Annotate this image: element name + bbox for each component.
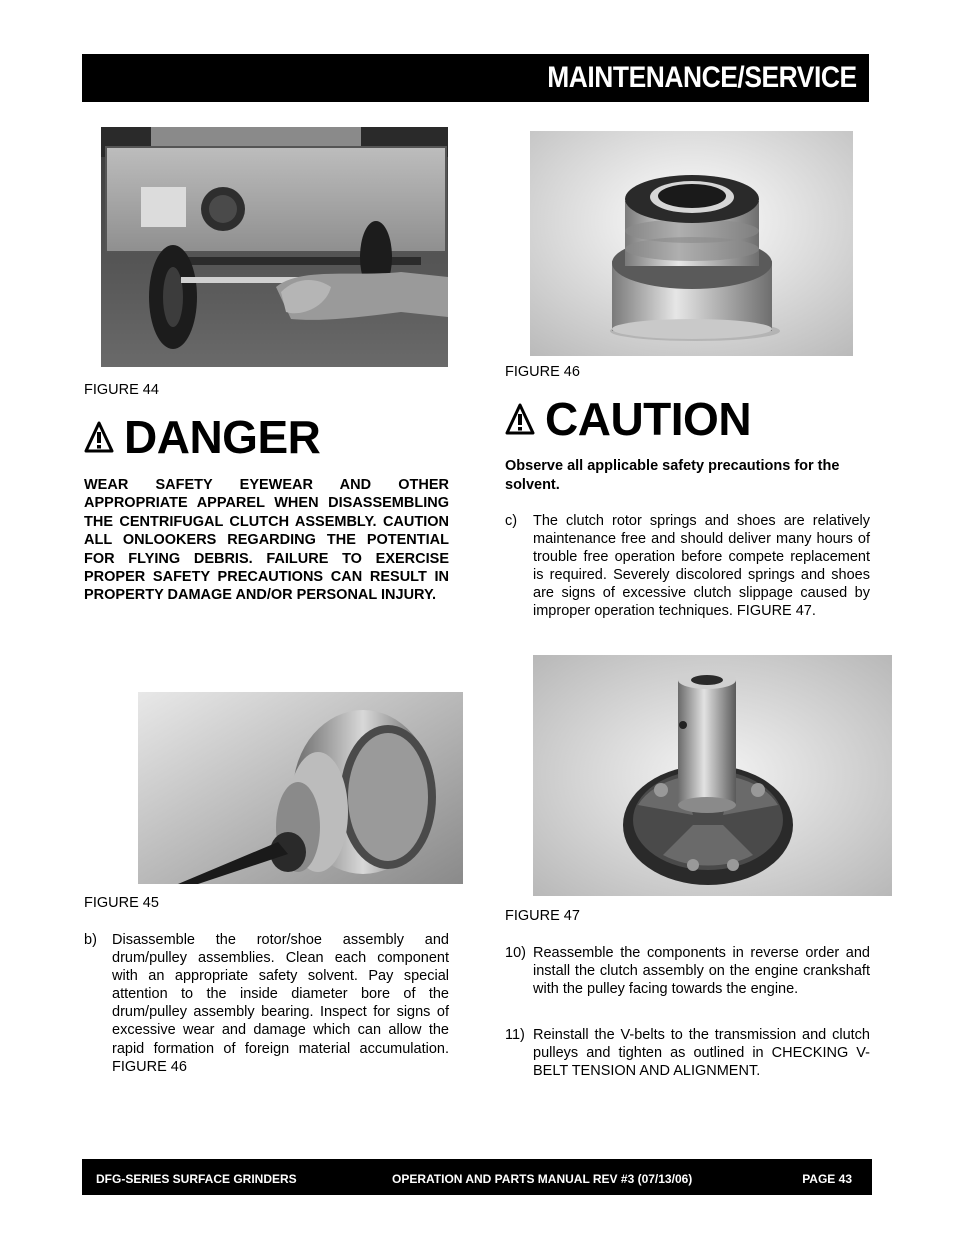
caution-word: CAUTION xyxy=(545,393,752,445)
step-c xyxy=(505,512,870,621)
step-10 xyxy=(505,944,870,998)
section-title: MAINTENANCE/SERVICE xyxy=(547,61,857,94)
warning-triangle-icon xyxy=(84,421,114,453)
footer-right: PAGE 43 xyxy=(802,1172,852,1186)
danger-text: WEAR SAFETY EYEWEAR AND OTHER APPROPRIATE APPAREL WHEN DISASSEMBLING THE CENTRIFUGAL CLUTCH ASSEMBLY. CAUTION ALL ONLOOKERS REGARDING THE POTENTIAL FOR FLYING DEBRIS. FAILURE TO EXERCISE PROPER SAFETY PRECAUTIONS CAN RESULT IN PROPERTY DAMAGE AND/OR PERSONAL INJURY. xyxy=(84,477,449,604)
footer-center: OPERATION AND PARTS MANUAL REV #3 (07/13/06) xyxy=(392,1172,693,1186)
footer-bar xyxy=(82,1159,872,1195)
footer-left: DFG-SERIES SURFACE GRINDERS xyxy=(96,1172,297,1186)
header-bar xyxy=(82,54,869,102)
figure-45-caption: FIGURE 45 xyxy=(84,895,159,911)
step-b-marker: b) xyxy=(84,932,97,948)
figure-46-caption: FIGURE 46 xyxy=(505,364,580,380)
caution-heading xyxy=(505,392,751,446)
figure-45-photo xyxy=(138,692,463,884)
danger-word: DANGER xyxy=(124,411,321,463)
step-c-marker: c) xyxy=(505,513,518,529)
figure-44-caption: FIGURE 44 xyxy=(84,382,159,398)
step-11 xyxy=(505,1026,870,1080)
step-b-text: Disassemble the rotor/shoe assembly and drum/pulley assemblies. Clean each component with an appropriate safety solvent. Pay special attention to the inside diameter bore of the drum/pulley assembly bearing. Inspect for signs of excessive wear and damage which can allow the rapid formation of foreign material accumulation. FIGURE 46 xyxy=(112,932,449,1075)
step-b xyxy=(84,931,449,1076)
figure-46-photo xyxy=(530,131,853,356)
warning-triangle-icon xyxy=(505,403,535,435)
caution-text: Observe all applicable safety precautions for the solvent. xyxy=(505,458,840,493)
figure-44-photo xyxy=(101,127,448,367)
step-11-marker: 11) xyxy=(505,1027,525,1043)
step-10-marker: 10) xyxy=(505,945,526,961)
step-c-text: The clutch rotor springs and shoes are relatively maintenance free and should deliver many hours of trouble free operation before compete replacement is required. Severely discolored springs and shoes are signs of excessive clutch slippage caused by improper operation techniques. FIGURE 47. xyxy=(533,513,870,620)
danger-heading xyxy=(84,410,320,464)
figure-47-caption: FIGURE 47 xyxy=(505,908,580,924)
step-11-text: Reinstall the V-belts to the transmission and clutch pulleys and tighten as outlined in CHECKING V-BELT TENSION AND ALIGNMENT. xyxy=(533,1027,870,1080)
step-10-text: Reassemble the components in reverse order and install the clutch assembly on the engine crankshaft with the pulley facing towards the engine. xyxy=(533,945,870,998)
figure-47-photo xyxy=(533,655,892,896)
